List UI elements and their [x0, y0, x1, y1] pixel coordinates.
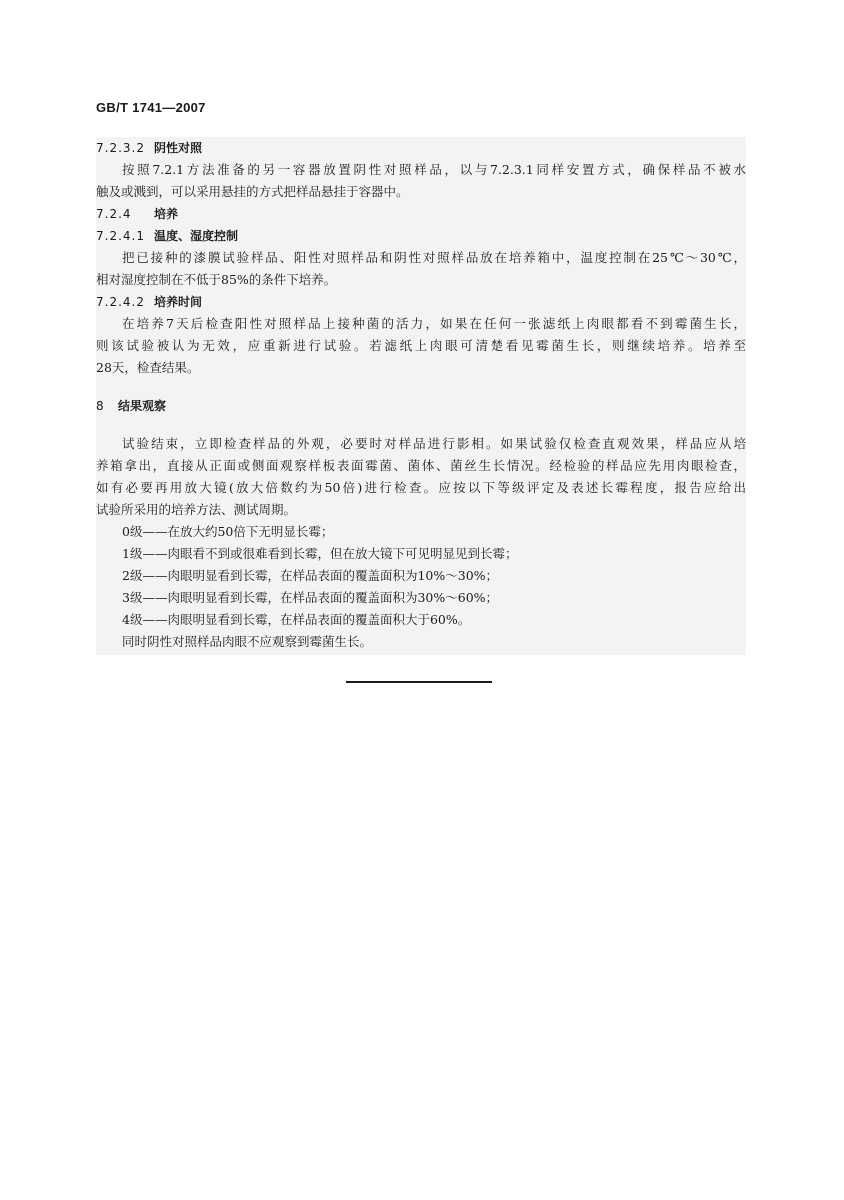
section-number: 7.2.3.2: [96, 141, 145, 155]
heading-7-2-4-1: [96, 225, 746, 247]
paragraph-line: 把已接种的漆膜试验样品、阳性对照样品和阴性对照样品放在培养箱中，温度控制在25℃～30℃，: [122, 250, 746, 265]
section-number: 8: [96, 399, 105, 413]
section-title: 结果观察: [118, 399, 167, 413]
heading-7-2-3-2: [96, 137, 746, 159]
grade-item: 3级——肉眼明显看到长霉，在样品表面的覆盖面积为30%～60%；: [122, 590, 499, 605]
section-title: 温度、湿度控制: [154, 229, 239, 243]
section-spacer: [96, 417, 746, 433]
paragraph-line: 试验所采用的培养方法、测试周期。: [96, 502, 297, 517]
section-title: 培养: [154, 207, 179, 221]
grade-item: 0级——在放大约50倍下无明显长霉；: [122, 524, 334, 539]
paragraph-line: 养箱拿出，直接从正面或侧面观察样板表面霉菌、菌体、菌丝生长情况。经检验的样品应先用肉眼检查，: [96, 458, 746, 473]
section-number: 7.2.4: [96, 207, 132, 221]
paragraph-line: 相对湿度控制在不低于85%的条件下培养。: [96, 272, 337, 287]
document-body: [96, 137, 746, 655]
heading-7-2-4: [96, 203, 746, 225]
grade-item: 1级——肉眼看不到或很难看到长霉，但在放大镜下可见明显见到长霉；: [122, 546, 518, 561]
section-title: 培养时间: [154, 295, 203, 309]
paragraph-line: 试验结束，立即检查样品的外观，必要时对样品进行影相。如果试验仅检查直观效果，样品应从培: [122, 436, 746, 451]
paragraph-line: 触及或溅到，可以采用悬挂的方式把样品悬挂于容器中。: [96, 184, 409, 199]
paragraph-line: 28天，检查结果。: [96, 360, 200, 375]
grade-item: 4级——肉眼明显看到长霉，在样品表面的覆盖面积大于60%。: [122, 612, 471, 627]
standard-code: GB/T 1741—2007: [96, 100, 206, 115]
closing-statement: 同时阴性对照样品肉眼不应观察到霉菌生长。: [122, 634, 373, 649]
paragraph-line: 则该试验被认为无效，应重新进行试验。若滤纸上肉眼可清楚看见霉菌生长，则继续培养。培养至: [96, 338, 746, 353]
heading-8: [96, 395, 746, 417]
section-spacer: [96, 379, 746, 395]
grade-item: 2级——肉眼明显看到长霉，在样品表面的覆盖面积为10%～30%；: [122, 568, 499, 583]
section-number: 7.2.4.1: [96, 229, 145, 243]
end-of-document-rule: [346, 681, 492, 683]
heading-7-2-4-2: [96, 291, 746, 313]
section-title: 阴性对照: [154, 141, 203, 155]
paragraph-line: 在培养7天后检查阳性对照样品上接种菌的活力，如果在任何一张滤纸上肉眼都看不到霉菌生长，: [122, 316, 746, 331]
paragraph-line: 如有必要再用放大镜(放大倍数约为50倍)进行检查。应按以下等级评定及表述长霉程度，报告应给出: [96, 480, 746, 495]
section-number: 7.2.4.2: [96, 295, 145, 309]
paragraph-line: 按照7.2.1方法准备的另一容器放置阴性对照样品，以与7.2.3.1同样安置方式，确保样品不被水: [122, 162, 746, 177]
